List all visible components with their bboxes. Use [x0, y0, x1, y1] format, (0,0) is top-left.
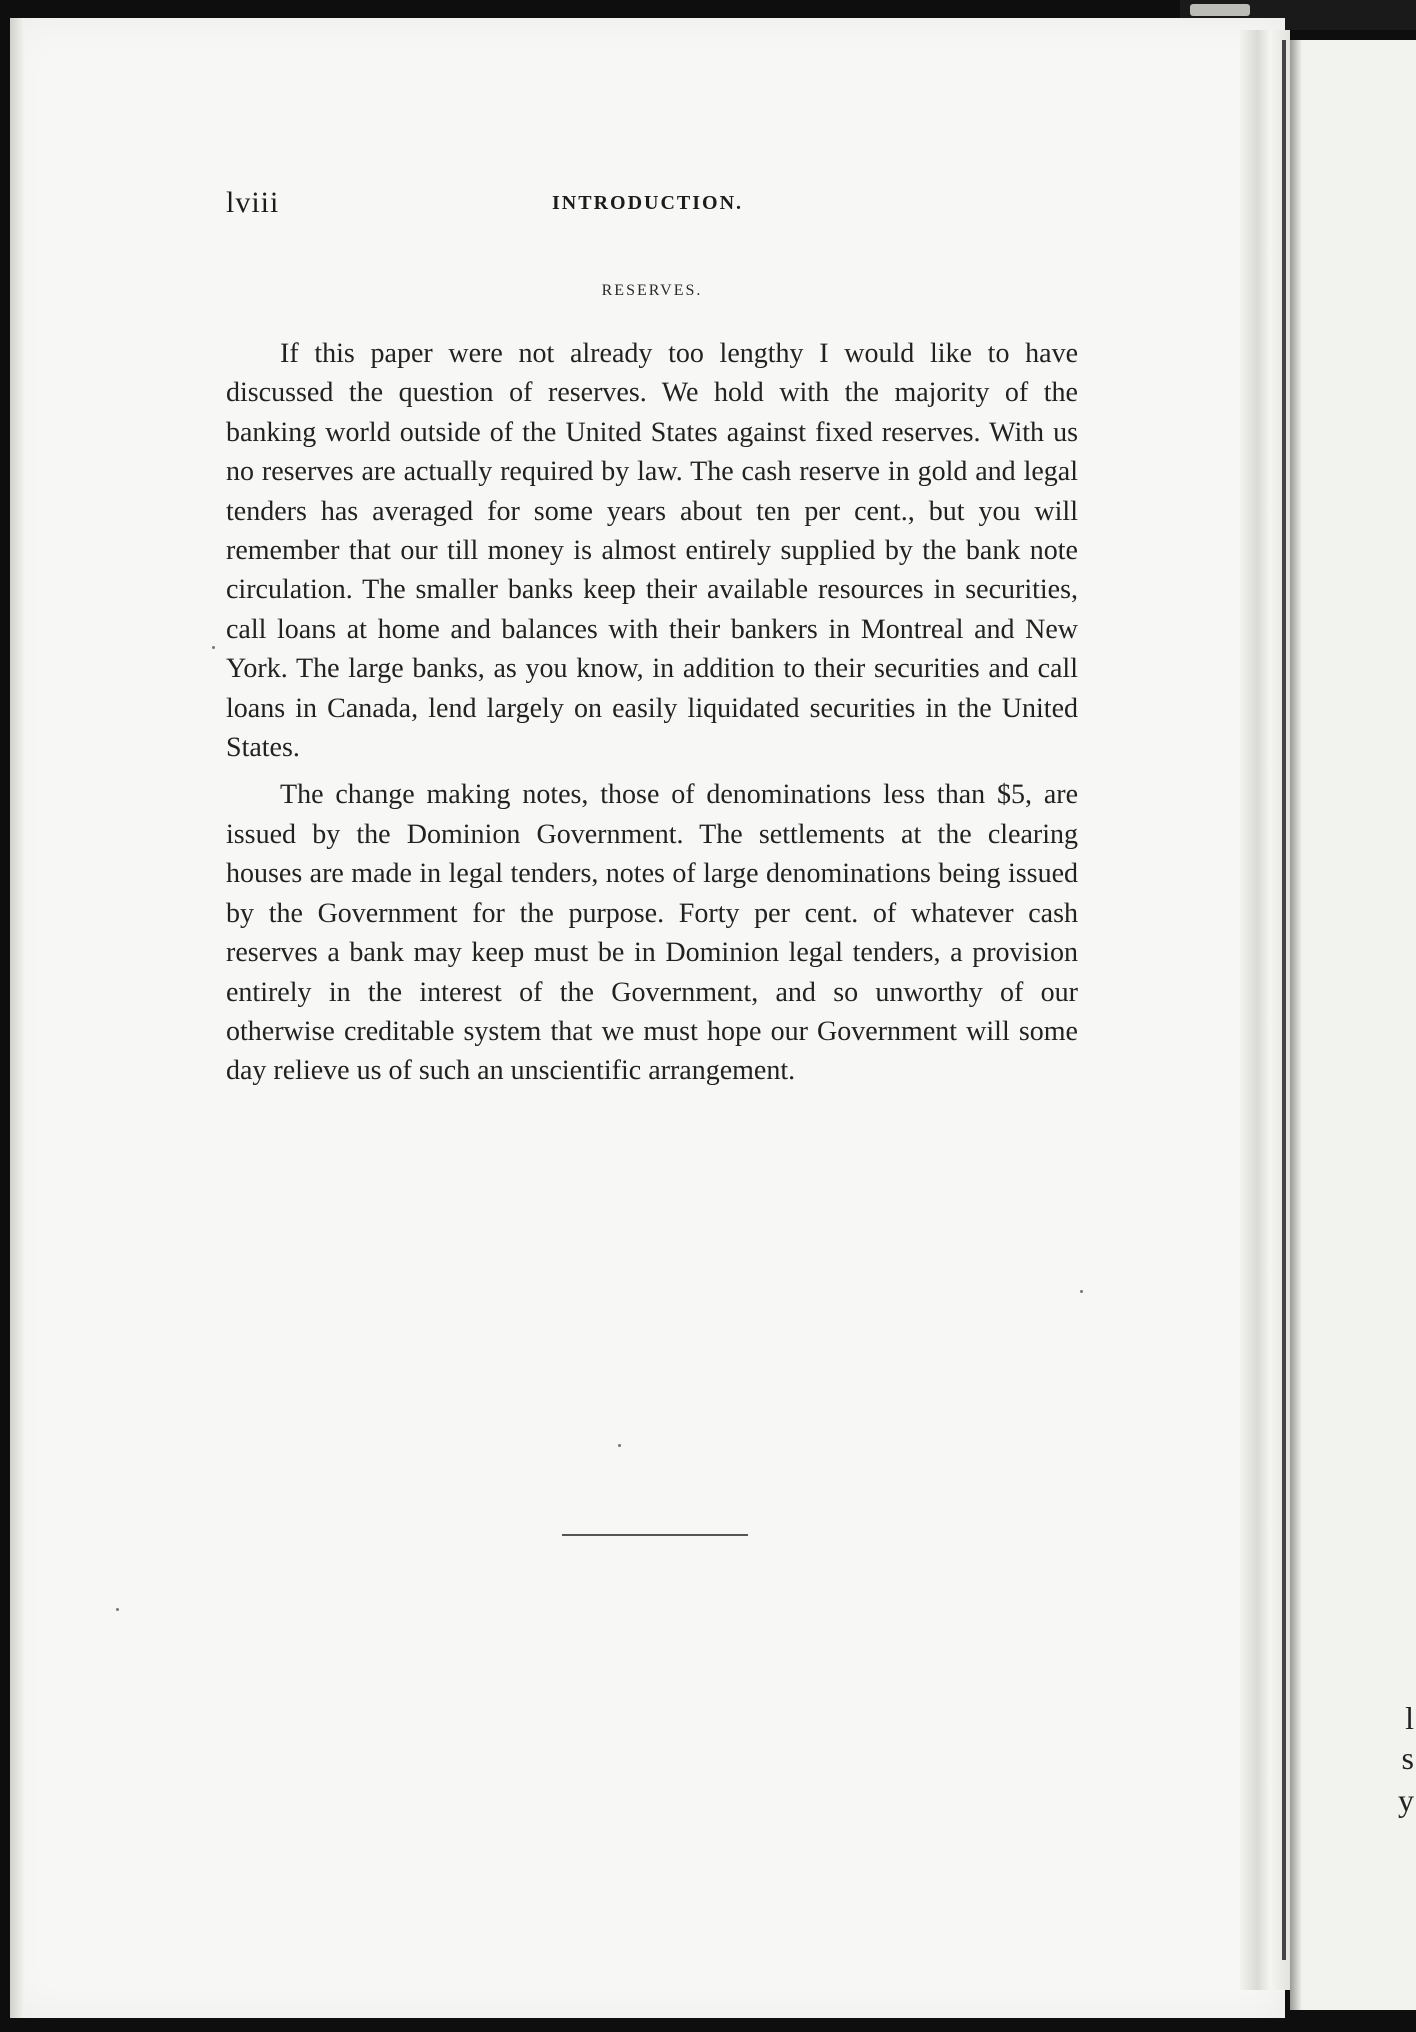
- paper-speck: [1080, 1290, 1083, 1293]
- next-page-shadow: [1290, 40, 1302, 2010]
- next-page-letter: l: [1405, 1700, 1414, 1736]
- next-page-edge: [1290, 40, 1416, 2010]
- body-text: [226, 334, 1078, 1091]
- paragraph: The change making notes, those of denominations less than $5, are issued by the Dominion Government. The settlements at the clearing houses are made in legal tenders, notes of large denominations being issued by the Government for the purpose. Forty per cent. of whatever cash reserves a bank may keep must be in Dominion legal tenders, a provision entirely in the interest of the Government, and so unworthy of our otherwise creditable system that we must hope our Government will some day relieve us of such an unscientific arrangement.: [226, 779, 1078, 1087]
- paragraph: If this paper were not already too lengthy I would like to have discussed the question of reserves. We hold with the majority of the banking world outside of the United States against fixed reserves. With us no reserves are actually required by law. The cash reserve in gold and legal tenders has averaged for some years about ten per cent., but you will remember that our till money is almost entirely supplied by the bank note circulation. The smaller banks keep their available resources in securities, call loans at home and balances with their bankers in Montreal and New York. The large banks, as you know, in addition to their securities and call loans in Canada, lend largely on easily liquidated securities in the United States.: [226, 338, 1078, 764]
- paper-speck: [618, 1444, 621, 1447]
- next-page-letter: s: [1401, 1740, 1414, 1776]
- scan-edge-fragment: [1190, 4, 1250, 16]
- paper-speck: [212, 646, 215, 649]
- section-end-rule: [562, 1534, 748, 1536]
- running-head: [226, 186, 1078, 226]
- running-title: INTRODUCTION.: [552, 192, 744, 214]
- paper-speck: [116, 1608, 119, 1611]
- gutter-line: [1282, 40, 1286, 1960]
- page-number: lviii: [226, 186, 280, 219]
- section-heading: RESERVES.: [601, 282, 703, 299]
- next-page-letter: y: [1398, 1782, 1414, 1818]
- page-left-edge: [10, 18, 24, 2018]
